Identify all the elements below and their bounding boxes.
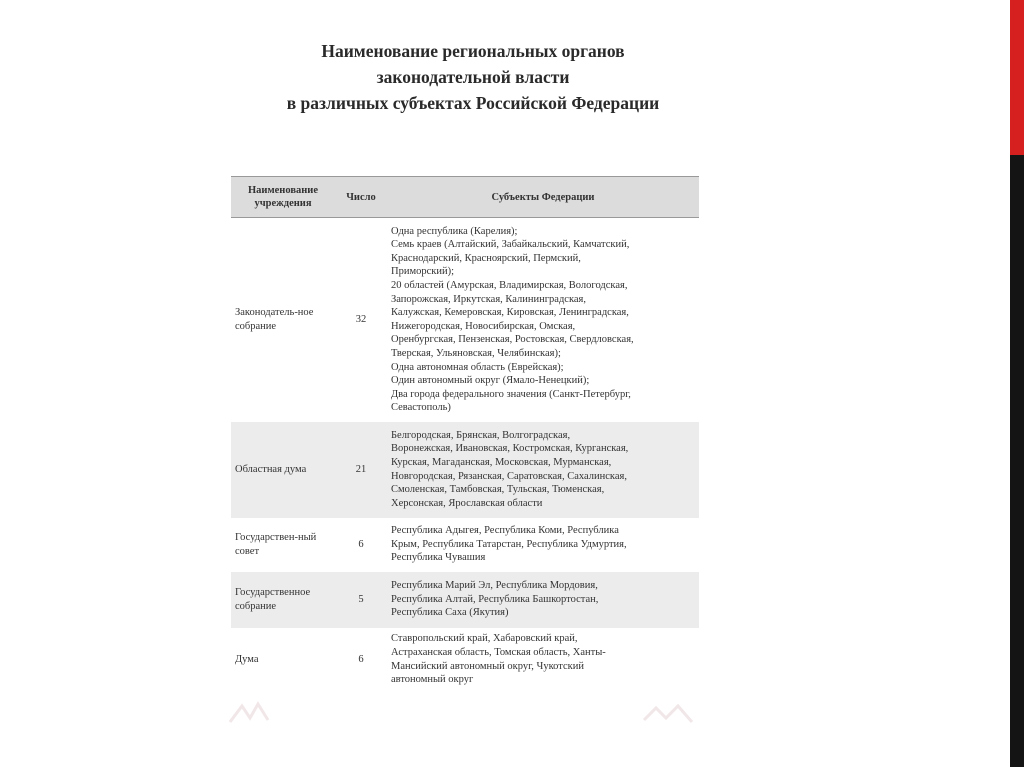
title-line-2: законодательной власти	[376, 67, 570, 87]
row-subjects: Белгородская, Брянская, Волгоградская, Воронежская, Ивановская, Костромская, Курганская, Курская, Магаданская, Московская, Мурманская, Новгородская, Рязанская, Саратовская, Сахалинская, Смоленская, Тамбовская, Тульская, Тюменская, Херсонская, Ярославская области	[387, 422, 699, 518]
title-line-3: в различных субъектах Российской Федерации	[286, 93, 660, 113]
accent-bar-dark	[1010, 155, 1024, 767]
row-count: 6	[358, 538, 364, 550]
table-row	[231, 518, 699, 572]
row-subjects: Республика Марий Эл, Республика Мордовия, Республика Алтай, Республика Башкортостан, Республика Саха (Якутия)	[387, 572, 699, 628]
table-row	[231, 422, 699, 518]
row-name: Государственное собрание	[231, 572, 335, 628]
table-row	[231, 572, 699, 628]
title-line-1: Наименование региональных органов	[321, 41, 625, 61]
header-name: Наименование учреждения	[231, 177, 335, 218]
row-count: 6	[358, 653, 364, 665]
row-count: 21	[335, 422, 387, 518]
row-subjects: Ставропольский край, Хабаровский край, Астраханская область, Томская область, Ханты- Мансийский автономный округ, Чукотский автономный округ	[391, 633, 606, 686]
header-count: Число	[335, 177, 387, 218]
table-header-row	[231, 177, 699, 218]
row-subjects: Одна республика (Карелия); Семь краев (Алтайский, Забайкальский, Камчатский, Краснодарский, Красноярский, Пермский, Приморский); 20 областей (Амурская, Владимирская, Вологодская, Запорожская, Иркутская, Калининградская, Калужская, Кемеровская, Кировская, Ленинградская, Нижегородская, Новосибирская, Омская, Оренбургская, Пензенская, Ростовская, Свердловская, Тверская, Ульяновская, Челябинская); Одна автономная область (Еврейская); Один автономный округ (Ямало-Ненецкий); Два города федерального значения (Санкт-Петербург, Севастополь)	[391, 225, 634, 414]
row-name: Государствен-ный совет	[235, 531, 317, 557]
table-row	[231, 628, 699, 692]
watermark-right-icon	[640, 700, 700, 726]
legislative-bodies-table	[231, 176, 699, 692]
header-subjects: Субъекты Федерации	[387, 177, 699, 218]
row-subjects: Республика Адыгея, Республика Коми, Республика Крым, Республика Татарстан, Республика Удмуртия, Республика Чувашия	[391, 525, 627, 564]
row-name: Областная дума	[231, 422, 335, 518]
row-count: 32	[355, 313, 367, 325]
table-row	[231, 218, 699, 422]
accent-bar-red	[1010, 0, 1024, 155]
page-title	[228, 38, 718, 116]
watermark-left-icon	[228, 700, 288, 726]
row-name: Дума	[235, 653, 259, 665]
row-count: 5	[335, 572, 387, 628]
row-name: Законодатель-ное собрание	[235, 307, 314, 332]
